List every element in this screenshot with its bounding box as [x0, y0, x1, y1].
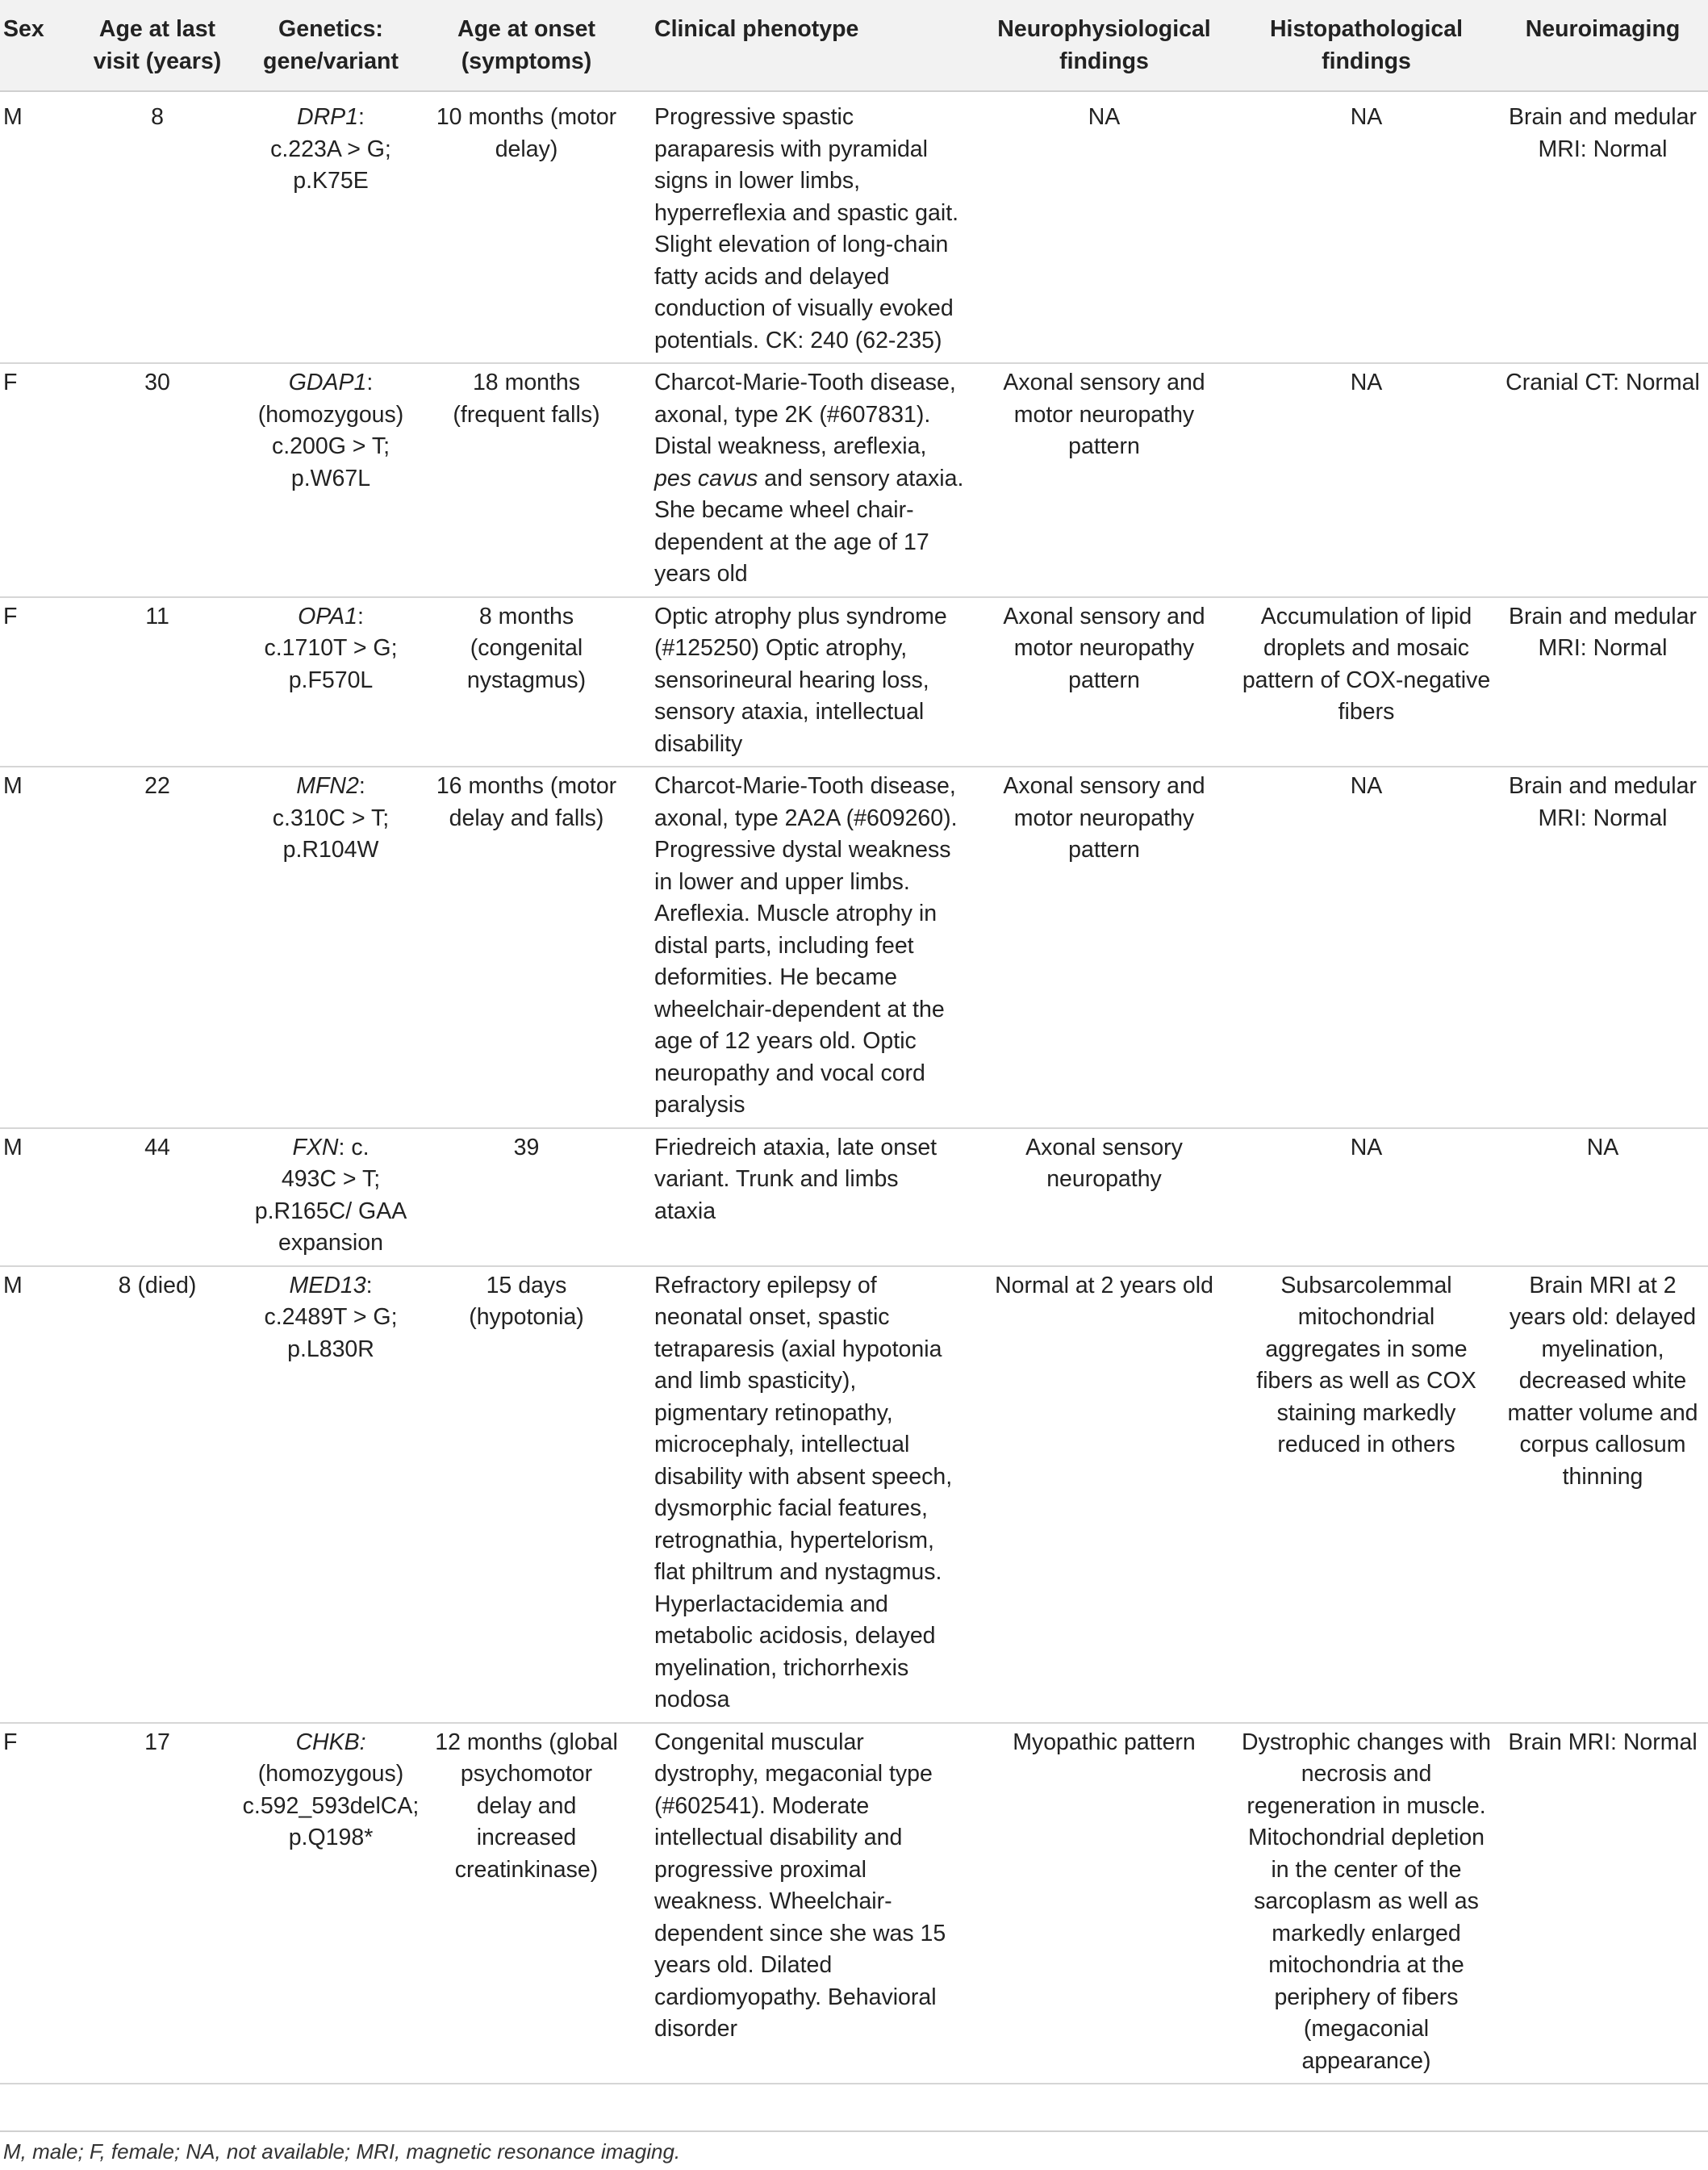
cell-genetics [234, 1266, 428, 1723]
clinical-text: Charcot-Marie-Tooth disease, axonal, type 2A2A (#609260). Progressive dystal weakness in lower and upper limbs. Areflexia. Muscle atrophy in distal parts, including feet deformities. He became wheelchair-dependent at the age of 12 years old. Optic neuropathy and vocal cord paralysis [654, 773, 958, 1118]
gene-variant: c.2489T > G; p.L830R [264, 1304, 398, 1362]
cell-sex: F [0, 597, 81, 767]
cell-age-last-visit: 44 [81, 1128, 234, 1266]
cell-age-last-visit: 30 [81, 363, 234, 597]
gene-name: OPA1 [298, 603, 357, 629]
cell-sex: F [0, 1723, 81, 2084]
gene-suffix: : [358, 773, 365, 799]
cell-neurophysiological: Myopathic pattern [973, 1723, 1235, 2084]
cell-neurophysiological: Normal at 2 years old [973, 1266, 1235, 1723]
cell-neurophysiological: Axonal sensory and motor neuropathy pattern [973, 597, 1235, 767]
cell-histopathological: NA [1235, 363, 1497, 597]
table-row-2 [0, 363, 1708, 597]
gene-name: DRP1 [297, 104, 359, 130]
cell-clinical-phenotype [625, 767, 973, 1128]
table-row-4 [0, 767, 1708, 1128]
cell-age-last-visit: 22 [81, 767, 234, 1128]
gene-name: MED13 [289, 1272, 366, 1298]
cell-clinical-phenotype [625, 91, 973, 363]
clinical-text: Charcot-Marie-Tooth disease, axonal, type 2K (#607831). Distal weakness, areflexia, [654, 370, 956, 459]
cell-genetics [234, 1128, 428, 1266]
header-neuroimaging: Neuroimaging [1497, 0, 1708, 91]
header-clinical-phenotype: Clinical phenotype [625, 0, 973, 91]
table-row-7 [0, 1723, 1708, 2084]
clinical-text: Optic atrophy plus syndrome (#125250) Optic atrophy, sensorineural hearing loss, sensory ataxia, intellectual disability [654, 603, 947, 757]
table-row-5 [0, 1128, 1708, 1266]
header-genetics: Genetics: gene/variant [234, 0, 428, 91]
gene-variant: (homozygous) c.592_593delCA; p.Q198* [242, 1761, 420, 1850]
cell-neuroimaging: NA [1497, 1128, 1708, 1266]
cell-histopathological: Dystrophic changes with necrosis and regeneration in muscle. Mitochondrial depletion in the center of the sarcoplasm as well as markedly enlarged mitochondria at the periphery of fibers (megaconial appearance) [1235, 1723, 1497, 2084]
header-sex: Sex [0, 0, 81, 91]
gene-suffix: : [365, 1272, 373, 1298]
clinical-text: Refractory epilepsy of neonatal onset, spastic tetraparesis (axial hypotonia and limb spasticity), pigmentary retinopathy, microcephaly, intellectual disability with absent speech, dysmorphic facial features, retrognathia, hypertelorism, flat philtrum and nystagmus. Hyperlactacidemia and metabolic acidosis, delayed myelination, trichorrhexis nodosa [654, 1272, 953, 1712]
header-neurophysiological: Neurophysiological findings [973, 0, 1235, 91]
cell-age-onset: 39 [428, 1128, 625, 1266]
cell-sex: M [0, 1128, 81, 1266]
gene-variant: c.310C > T; p.R104W [272, 805, 390, 863]
cell-age-onset: 15 days (hypotonia) [428, 1266, 625, 1723]
cell-neurophysiological: Axonal sensory and motor neuropathy pattern [973, 363, 1235, 597]
cell-neuroimaging: Brain MRI at 2 years old: delayed myelination, decreased white matter volume and corpus callosum thinning [1497, 1266, 1708, 1723]
table-row-6 [0, 1266, 1708, 1723]
cell-clinical-phenotype [625, 1266, 973, 1723]
table-header [0, 0, 1708, 91]
bottom-rule [0, 2130, 1708, 2132]
gene-variant: 493C > T; p.R165C/ GAA expansion [254, 1166, 407, 1256]
table-footnote: M, male; F, female; NA, not available; MRI, magnetic resonance imaging. [3, 2139, 681, 2164]
cell-genetics [234, 91, 428, 363]
gene-suffix: : c. [338, 1134, 370, 1160]
cell-histopathological: Subsarcolemmal mitochondrial aggregates in some fibers as well as COX staining markedly reduced in others [1235, 1266, 1497, 1723]
header-age-last-visit: Age at last visit (years) [81, 0, 234, 91]
cell-age-last-visit: 8 (died) [81, 1266, 234, 1723]
gene-variant: c.1710T > G; p.F570L [264, 635, 398, 693]
cell-age-onset: 8 months (congenital nystagmus) [428, 597, 625, 767]
clinical-text-cont: and sensory ataxia. She became wheel chair-dependent at the age of 17 years old [654, 465, 964, 587]
table-body [0, 91, 1708, 2084]
gene-variant: c.223A > G; p.K75E [270, 136, 391, 194]
gene-name: CHKB: [295, 1729, 366, 1755]
cell-genetics [234, 363, 428, 597]
clinical-text: Progressive spastic paraparesis with pyramidal signs in lower limbs, hyperreflexia and spastic gait. Slight elevation of long-chain fatty acids and delayed conduction of visually evoked potentials. CK: 240 (62-235) [654, 104, 959, 353]
gene-variant: (homozygous) c.200G > T; p.W67L [257, 401, 404, 491]
cell-age-last-visit: 8 [81, 91, 234, 363]
cell-age-last-visit: 17 [81, 1723, 234, 2084]
gene-suffix: : [357, 603, 364, 629]
header-histopathological: Histopathological findings [1235, 0, 1497, 91]
cell-age-onset: 16 months (motor delay and falls) [428, 767, 625, 1128]
cell-neurophysiological: NA [973, 91, 1235, 363]
header-row [0, 0, 1708, 91]
cell-clinical-phenotype [625, 1128, 973, 1266]
table-row-1 [0, 91, 1708, 363]
cell-neuroimaging: Brain and medular MRI: Normal [1497, 91, 1708, 363]
cell-neuroimaging: Cranial CT: Normal [1497, 363, 1708, 597]
header-age-onset: Age at onset (symptoms) [428, 0, 625, 91]
table-row-3 [0, 597, 1708, 767]
cell-clinical-phenotype [625, 597, 973, 767]
clinical-text-italic: pes cavus [654, 465, 758, 491]
gene-name: MFN2 [296, 773, 359, 799]
clinical-text: Friedreich ataxia, late onset variant. Trunk and limbs ataxia [654, 1134, 938, 1224]
cell-clinical-phenotype [625, 363, 973, 597]
cell-sex: M [0, 767, 81, 1128]
gene-suffix: : [366, 370, 374, 395]
cell-age-onset: 12 months (global psychomotor delay and increased creatinkinase) [428, 1723, 625, 2084]
clinical-text: Congenital muscular dystrophy, megaconial type (#602541). Moderate intellectual disability and progressive proximal weakness. Wheelchair-dependent since she was 15 years old. Dilated cardiomyopathy. Behavioral disorder [654, 1729, 946, 2042]
cell-sex: F [0, 363, 81, 597]
cell-neurophysiological: Axonal sensory neuropathy [973, 1128, 1235, 1266]
cell-neuroimaging: Brain and medular MRI: Normal [1497, 597, 1708, 767]
cell-age-onset: 10 months (motor delay) [428, 91, 625, 363]
cell-age-onset: 18 months (frequent falls) [428, 363, 625, 597]
cell-genetics [234, 1723, 428, 2084]
gene-suffix: : [358, 104, 365, 130]
cell-histopathological: Accumulation of lipid droplets and mosaic pattern of COX-negative fibers [1235, 597, 1497, 767]
cell-genetics [234, 597, 428, 767]
cell-histopathological: NA [1235, 91, 1497, 363]
cell-neuroimaging: Brain MRI: Normal [1497, 1723, 1708, 2084]
cell-histopathological: NA [1235, 1128, 1497, 1266]
gene-name: FXN [292, 1134, 339, 1160]
cell-genetics [234, 767, 428, 1128]
cell-sex: M [0, 1266, 81, 1723]
gene-name: GDAP1 [288, 370, 367, 395]
cell-neuroimaging: Brain and medular MRI: Normal [1497, 767, 1708, 1128]
cell-age-last-visit: 11 [81, 597, 234, 767]
cell-histopathological: NA [1235, 767, 1497, 1128]
cell-sex: M [0, 91, 81, 363]
cell-neurophysiological: Axonal sensory and motor neuropathy pattern [973, 767, 1235, 1128]
cell-clinical-phenotype [625, 1723, 973, 2084]
